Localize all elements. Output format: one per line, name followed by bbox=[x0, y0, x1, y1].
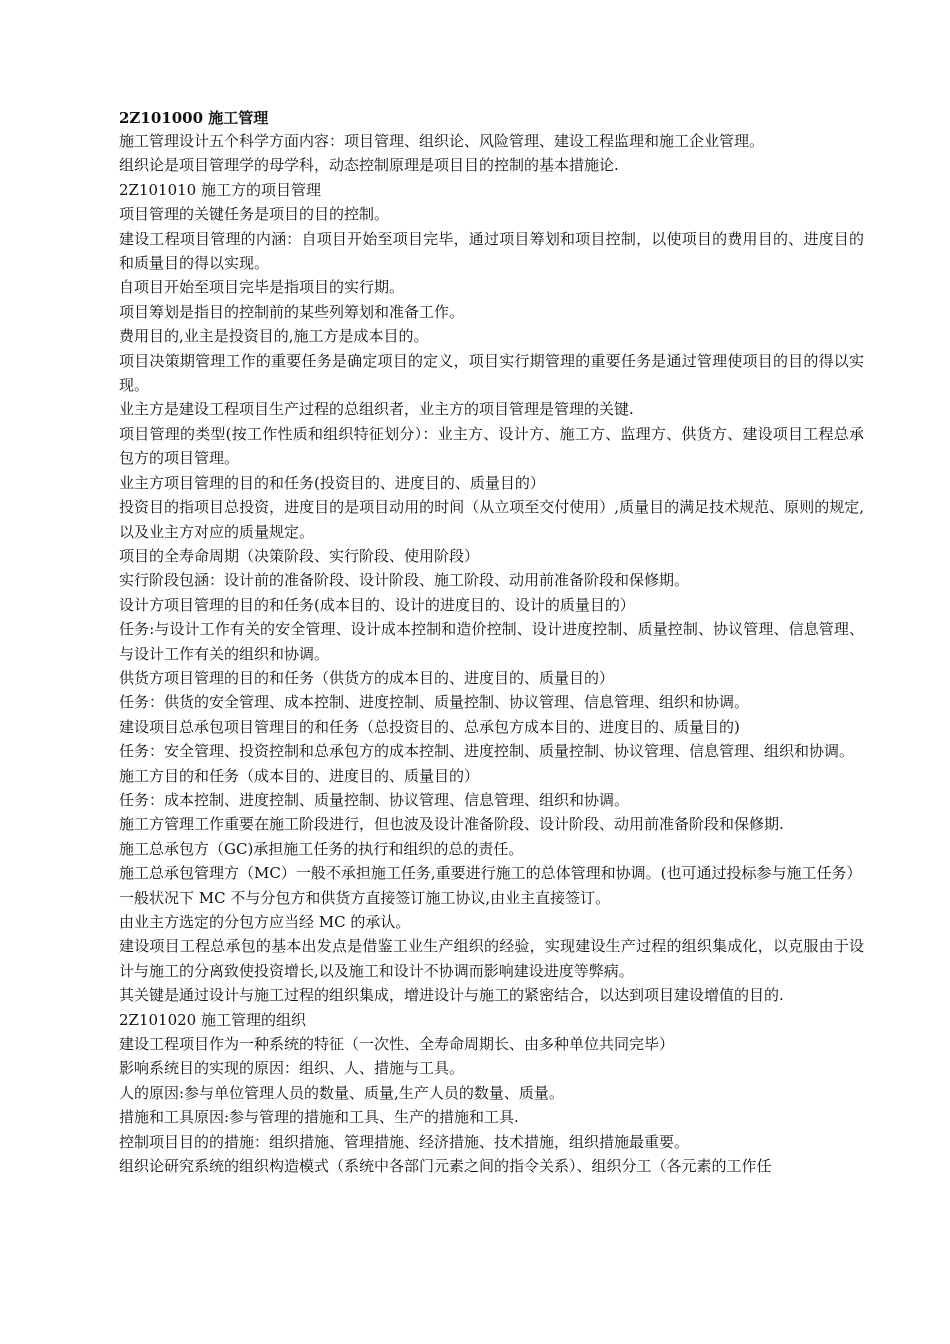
paragraph: 项目决策期管理工作的重要任务是确定项目的定义，项目实行期管理的重要任务是通过管理使项目的目的得以实现。 bbox=[119, 351, 864, 395]
document-page bbox=[119, 107, 864, 1178]
paragraph: 组织论研究系统的组织构造模式（系统中各部门元素之间的指令关系）、组织分工（各元素的工作任 bbox=[119, 1157, 772, 1176]
paragraph: 组织论是项目管理学的母学科，动态控制原理是项目目的控制的基本措施论. bbox=[119, 156, 619, 175]
paragraph: 影响系统目的实现的原因：组织、人、措施与工具。 bbox=[119, 1059, 465, 1078]
paragraph: 措施和工具原因:参与管理的措施和工具、生产的措施和工具. bbox=[119, 1108, 519, 1127]
paragraph: 费用目的,业主是投资目的,施工方是成本目的。 bbox=[119, 327, 429, 346]
paragraph: 任务：供货的安全管理、成本控制、进度控制、质量控制、协议管理、信息管理、组织和协调。 bbox=[119, 693, 750, 712]
paragraph: 项目的全寿命周期（决策阶段、实行阶段、使用阶段） bbox=[119, 546, 480, 565]
paragraph: 投资目的指项目总投资，进度目的是项目动用的时间（从立项至交付使用）,质量目的满足技术规范、原则的规定,以及业主方对应的质量规定。 bbox=[119, 498, 864, 541]
paragraph: 建设工程项目管理的内涵：自项目开始至项目完毕，通过项目筹划和项目控制，以使项目的费用目的、进度目的和质量目的得以实现。 bbox=[119, 229, 864, 273]
paragraph: 控制项目目的的措施：组织措施、管理措施、经济措施、技术措施，组织措施最重要。 bbox=[119, 1132, 690, 1151]
paragraph: 2Z101010 施工方的项目管理 bbox=[119, 180, 321, 199]
paragraph: 由业主方选定的分包方应当经 MC 的承认。 bbox=[119, 913, 411, 931]
paragraph: 任务：成本控制、进度控制、质量控制、协议管理、信息管理、组织和协调。 bbox=[119, 790, 630, 809]
paragraph: 其关键是通过设计与施工过程的组织集成，增进设计与施工的紧密结合，以达到项目建设增值的目的. bbox=[119, 986, 784, 1005]
paragraph: 设计方项目管理的目的和任务(成本目的、设计的进度目的、设计的质量目的） bbox=[119, 595, 635, 614]
paragraph: 一般状况下 MC 不与分包方和供货方直接签订施工协议,由业主直接签订。 bbox=[119, 888, 611, 907]
paragraph: 任务:与设计工作有关的安全管理、设计成本控制和造价控制、设计进度控制、质量控制、协议管理、信息管理、与设计工作有关的组织和协调。 bbox=[119, 620, 864, 663]
paragraph: 建设项目工程总承包的基本出发点是借鉴工业生产组织的经验，实现建设生产过程的组织集成化，以克服由于设计与施工的分离致使投资增长,以及施工和设计不协调而影响建设进度等弊病。 bbox=[119, 937, 864, 980]
paragraph: 施工总承包方（GC)承担施工任务的执行和组织的总的责任。 bbox=[119, 839, 524, 858]
paragraph: 施工方目的和任务（成本目的、进度目的、质量目的） bbox=[119, 766, 480, 785]
document-body bbox=[119, 129, 864, 1178]
document-title: 2Z101000 施工管理 bbox=[119, 109, 269, 127]
paragraph: 施工方管理工作重要在施工阶段进行，但也波及设计准备阶段、设计阶段、动用前准备阶段和保修期. bbox=[119, 815, 784, 834]
paragraph: 任务：安全管理、投资控制和总承包方的成本控制、进度控制、质量控制、协议管理、信息管理、组织和协调。 bbox=[119, 742, 855, 761]
paragraph: 业主方项目管理的目的和任务(投资目的、进度目的、质量目的） bbox=[119, 473, 545, 492]
paragraph: 自项目开始至项目完毕是指项目的实行期。 bbox=[119, 278, 405, 297]
paragraph: 项目管理的关键任务是项目的目的控制。 bbox=[119, 205, 390, 224]
paragraph: 2Z101020 施工管理的组织 bbox=[119, 1010, 306, 1029]
paragraph: 施工管理设计五个科学方面内容：项目管理、组织论、风险管理、建设工程监理和施工企业管理。 bbox=[119, 132, 765, 150]
paragraph: 业主方是建设工程项目生产过程的总组织者，业主方的项目管理是管理的关键. bbox=[119, 400, 634, 419]
paragraph: 实行阶段包涵：设计前的准备阶段、设计阶段、施工阶段、动用前准备阶段和保修期。 bbox=[119, 571, 690, 590]
paragraph: 项目筹划是指目的控制前的某些列筹划和准备工作。 bbox=[119, 302, 465, 321]
paragraph: 施工总承包管理方（MC）一般不承担施工任务,重要进行施工的总体管理和协调。(也可通过投标参与施工任务） bbox=[119, 864, 862, 883]
paragraph: 建设工程项目作为一种系统的特征（一次性、全寿命周期长、由多种单位共同完毕） bbox=[119, 1035, 675, 1054]
paragraph: 人的原因:参与单位管理人员的数量、质量,生产人员的数量、质量。 bbox=[119, 1083, 564, 1102]
paragraph: 项目管理的类型(按工作性质和组织特征划分）：业主方、设计方、施工方、监理方、供货方、建设项目工程总承包方的项目管理。 bbox=[119, 424, 864, 468]
paragraph: 建设项目总承包项目管理目的和任务（总投资目的、总承包方成本目的、进度目的、质量目的) bbox=[119, 717, 740, 736]
paragraph: 供货方项目管理的目的和任务（供货方的成本目的、进度目的、质量目的） bbox=[119, 668, 615, 687]
